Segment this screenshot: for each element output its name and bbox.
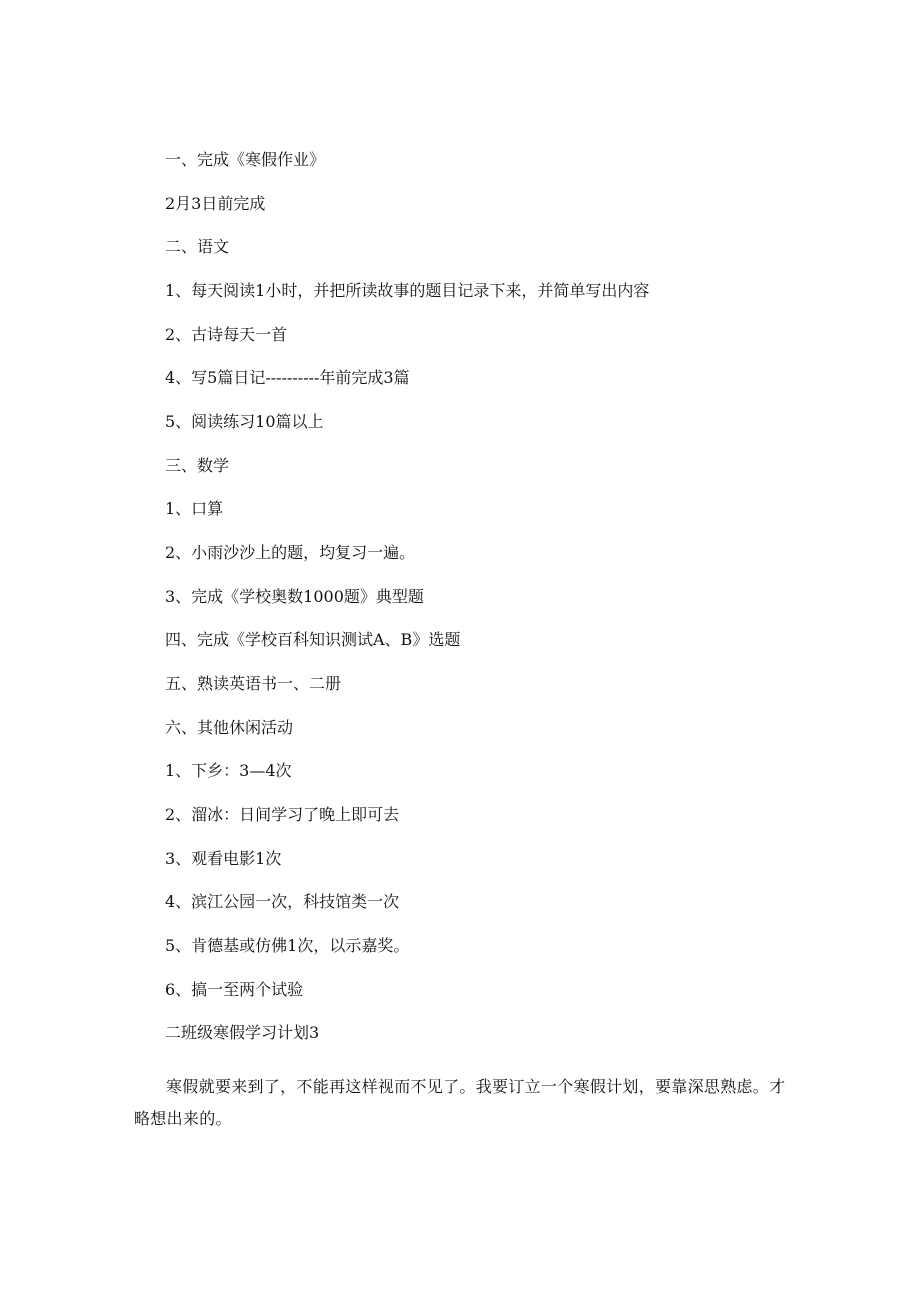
plan-title: 二班级寒假学习计划3	[165, 1023, 320, 1042]
homework-deadline: 2月3日前完成	[165, 194, 266, 213]
leisure-item-5: 5、肯德基或仿佛1次，以示嘉奖。	[165, 936, 410, 955]
leisure-item-3: 3、观看电影1次	[165, 849, 282, 868]
chinese-item-5: 5、阅读练习10篇以上	[165, 412, 324, 431]
intro-paragraph: 寒假就要来到了，不能再这样视而不见了。我要订立一个寒假计划，要靠深思熟虑。才略想出来的。	[134, 1077, 786, 1128]
chinese-item-1: 1、每天阅读1小时，并把所读故事的题目记录下来，并简单写出内容	[165, 281, 650, 300]
section-heading-encyclopedia: 四、完成《学校百科知识测试A、B》选题	[165, 630, 461, 649]
math-item-2: 2、小雨沙沙上的题，均复习一遍。	[165, 543, 416, 562]
chinese-item-4: 4、写5篇日记----------年前完成3篇	[165, 368, 410, 387]
leisure-item-1: 1、下乡：3—4次	[165, 761, 292, 780]
chinese-item-2: 2、古诗每天一首	[165, 325, 288, 344]
section-heading-math: 三、数学	[165, 456, 230, 475]
section-heading-leisure: 六、其他休闲活动	[165, 718, 294, 737]
section-heading-english: 五、熟读英语书一、二册	[165, 674, 342, 693]
section-heading-homework: 一、完成《寒假作业》	[165, 150, 326, 169]
math-item-3: 3、完成《学校奥数1000题》典型题	[165, 587, 424, 606]
math-item-1: 1、口算	[165, 499, 224, 518]
leisure-item-4: 4、滨江公园一次，科技馆类一次	[165, 892, 400, 911]
leisure-item-2: 2、溜冰：日间学习了晚上即可去	[165, 805, 400, 824]
leisure-item-6: 6、搞一至两个试验	[165, 980, 304, 999]
section-heading-chinese: 二、语文	[165, 237, 230, 256]
